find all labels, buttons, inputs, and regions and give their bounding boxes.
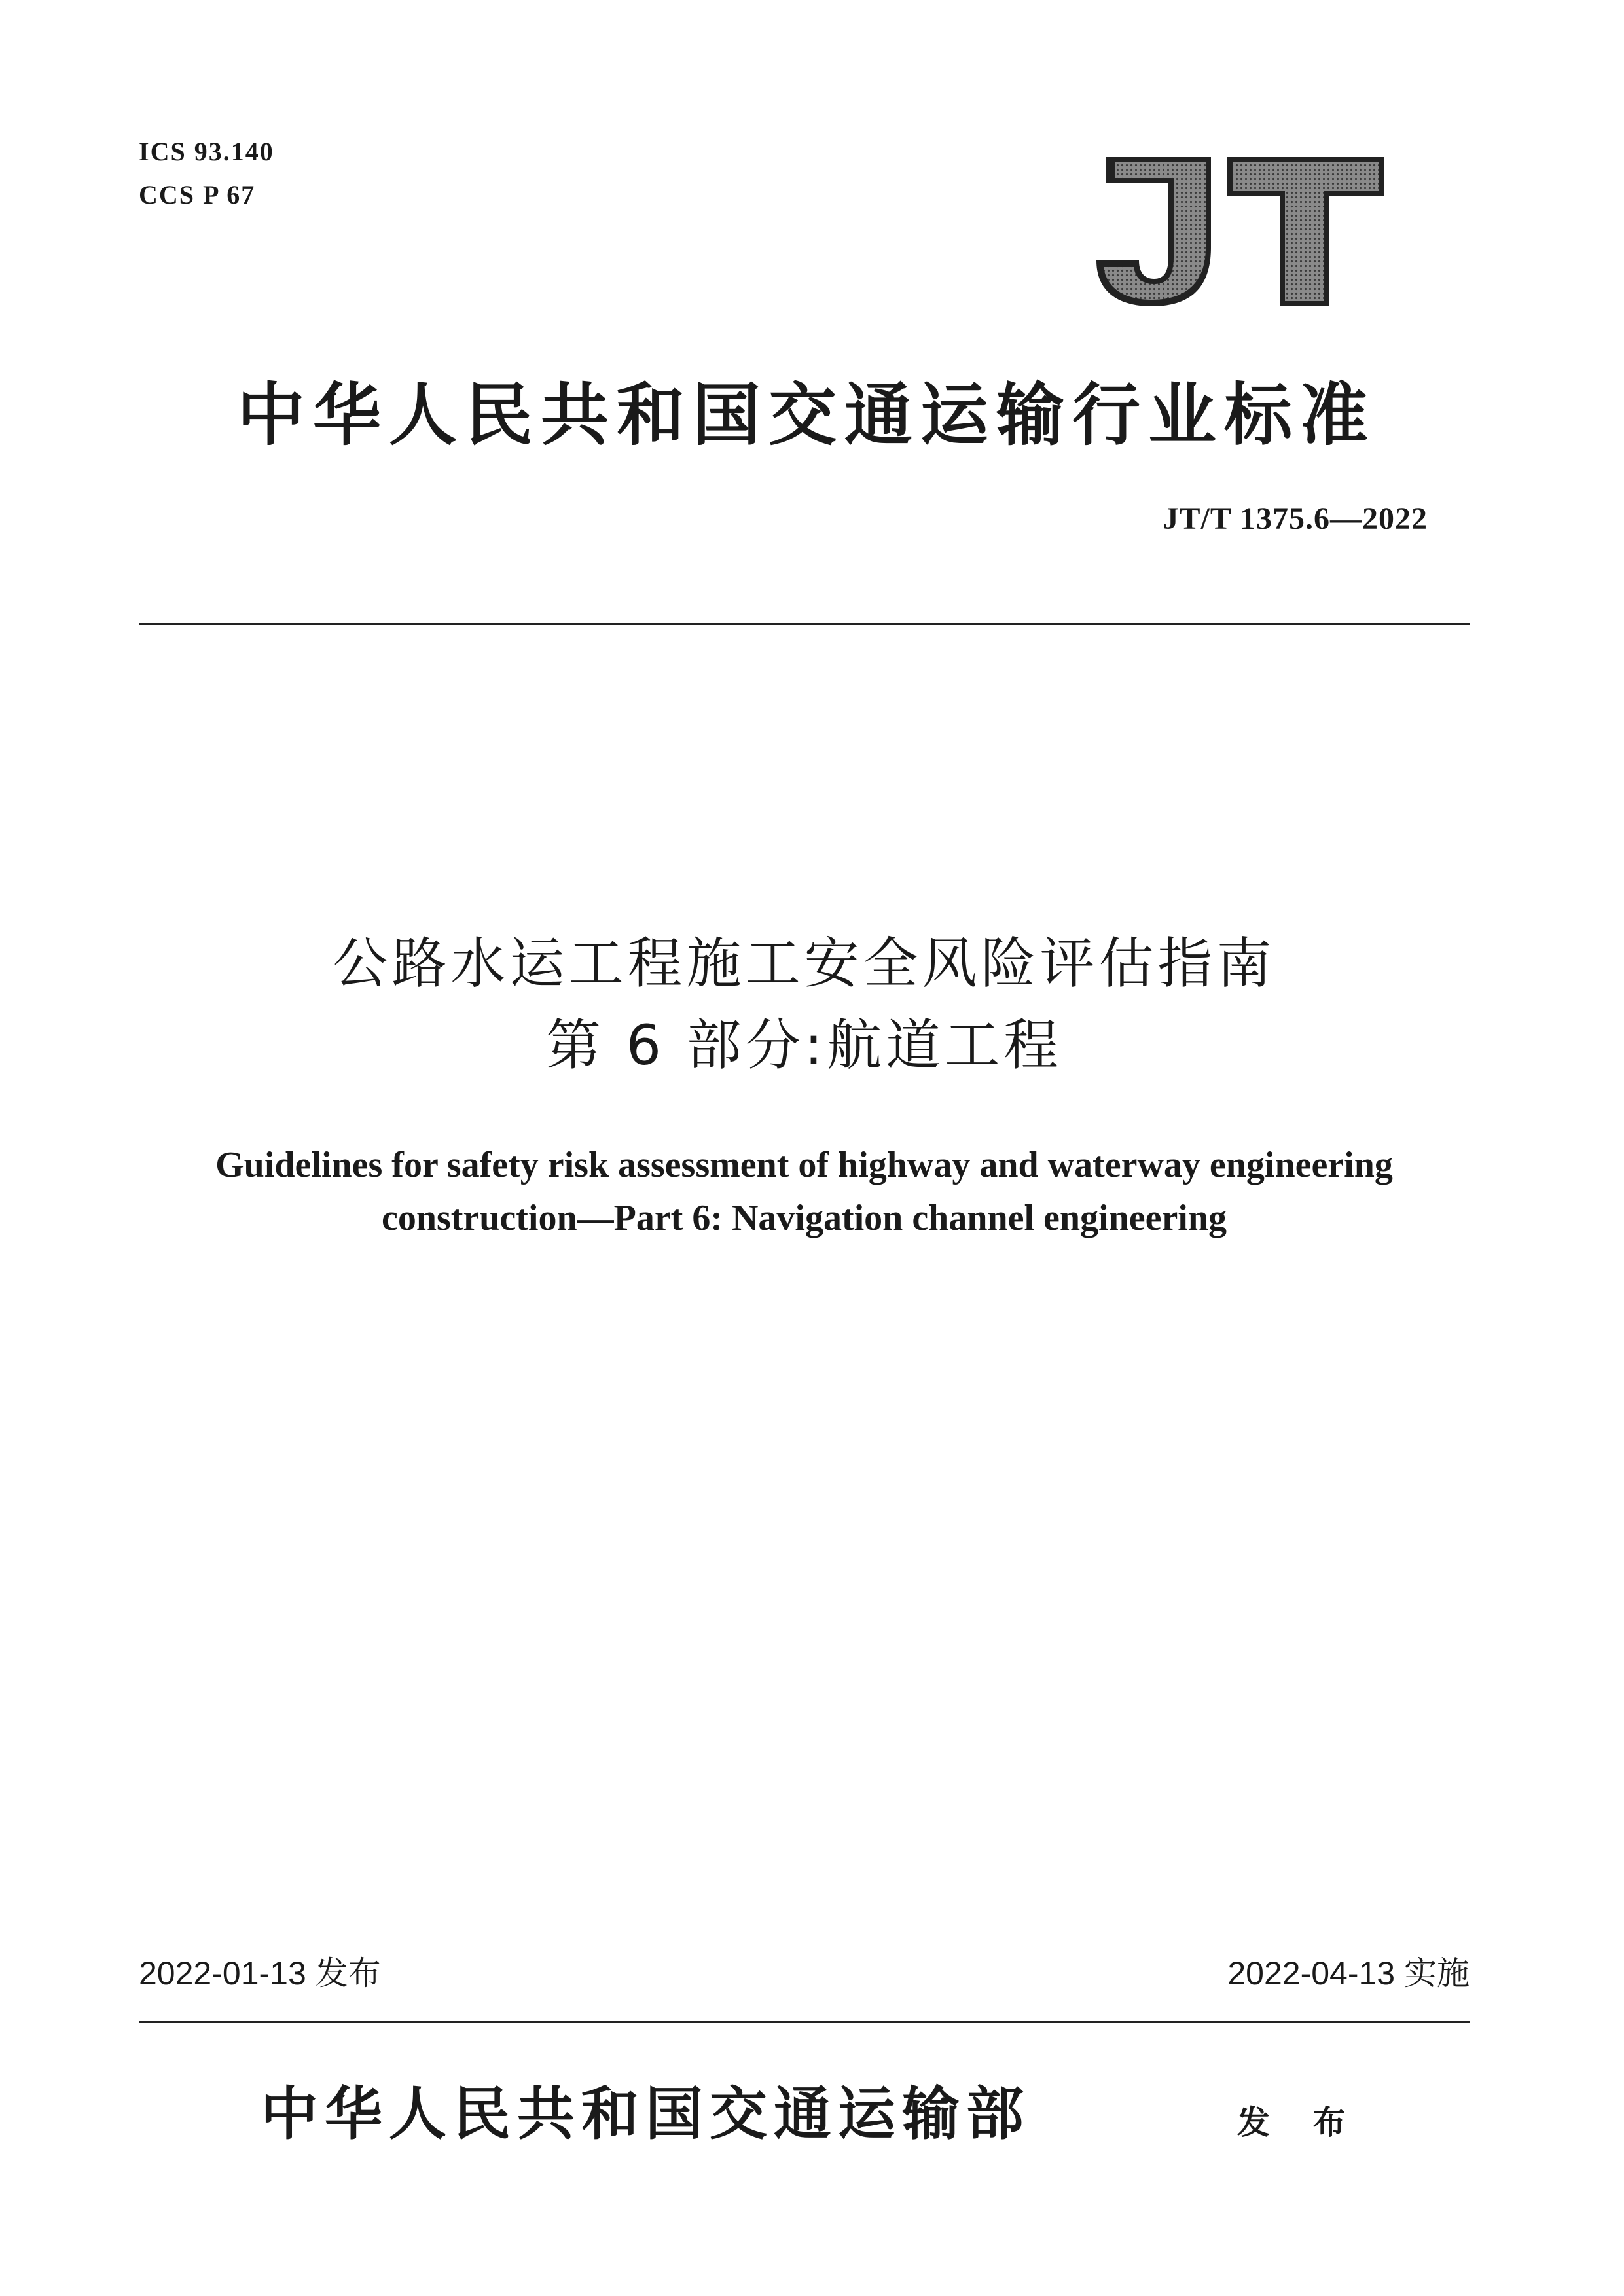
publish-label: 发 布 <box>1237 2104 1362 2142</box>
standard-number: JT/T 1375.6—2022 <box>1163 501 1428 536</box>
footer-divider <box>139 2021 1470 2023</box>
english-title-line-2: construction—Part 6: Navigation channel engineering <box>381 1198 1227 1238</box>
issue-date: 2022-01-13 发布 <box>139 1955 381 1992</box>
chinese-title-line-2: 第 6 部分:航道工程 <box>545 1013 1063 1077</box>
jt-standard-logo <box>1060 149 1388 313</box>
english-title-line-1: Guidelines for safety risk assessment of highway and waterway engineering <box>215 1145 1393 1185</box>
header-divider <box>139 623 1470 625</box>
chinese-title-line-1: 公路水运工程施工安全风险评估指南 <box>333 931 1276 996</box>
ics-code: ICS 93.140 <box>139 137 274 166</box>
header-title: 中华人民共和国交通运输行业标准 <box>236 374 1376 455</box>
ccs-code: CCS P 67 <box>139 180 256 209</box>
publisher-name: 中华人民共和国交通运输部 <box>261 2079 1031 2147</box>
implementation-date: 2022-04-13 实施 <box>1227 1955 1470 1992</box>
